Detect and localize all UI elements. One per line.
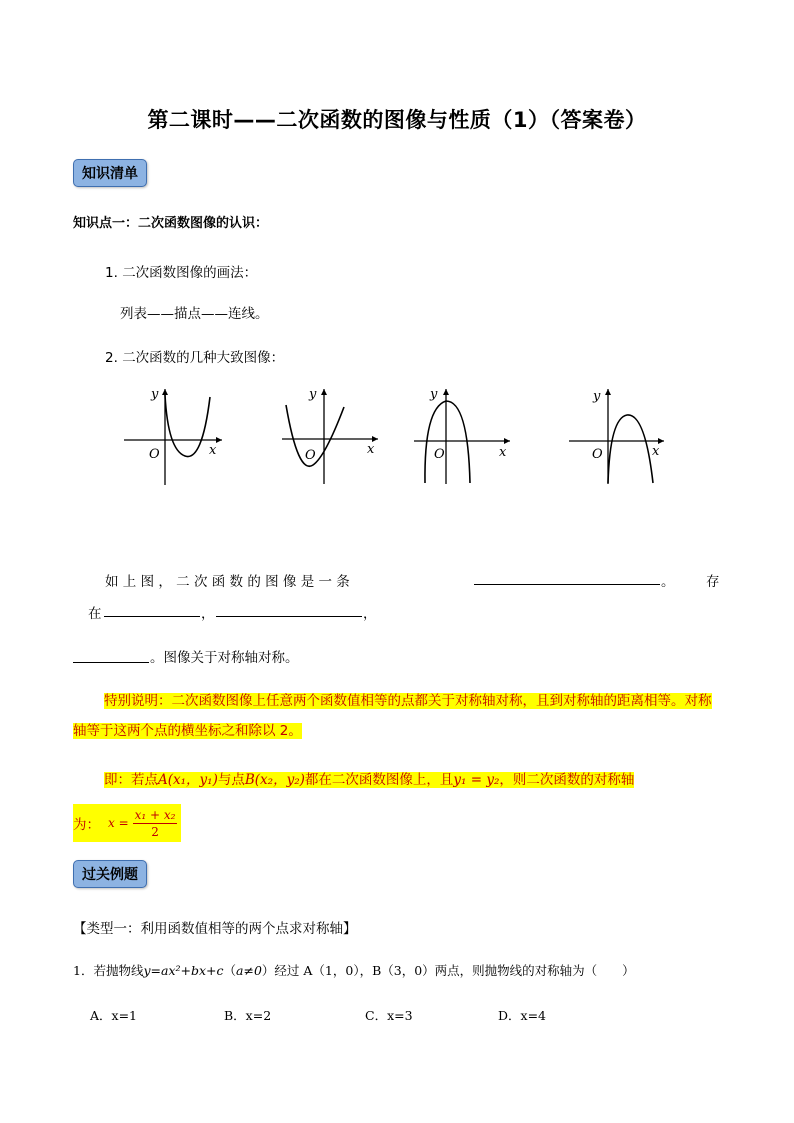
item-2-text: 二次函数的几种大致图像： xyxy=(122,350,285,366)
x-axis-label: x xyxy=(499,445,507,460)
parabola-graph-4 xyxy=(565,383,670,488)
formula-lhs: x = xyxy=(108,816,129,830)
option-b[interactable]: B．x=2 xyxy=(224,1008,272,1023)
fill-line-2-start: 在 xyxy=(88,606,102,622)
item-1-detail: 列表——描点——连线。 xyxy=(120,306,269,322)
fill-line-1-end: 。 xyxy=(661,574,675,590)
answer-blank-1[interactable] xyxy=(474,570,660,585)
fill-line-1-tail: 存 xyxy=(706,574,720,590)
formula-fraction xyxy=(133,809,178,838)
x-axis-label: x xyxy=(367,442,375,457)
fill-line-1-text: 如 上 图 ， 二 次 函 数 的 图 像 是 一 条 xyxy=(105,574,350,590)
x-axis-label: x xyxy=(209,443,217,458)
type-1-heading: 【类型一：利用函数值相等的两个点求对称轴】 xyxy=(73,921,357,937)
item-1-number: 1. xyxy=(105,265,118,281)
formula-numerator: x₁ + x₂ xyxy=(134,807,176,822)
question-1: 1．若抛物线y=ax²+bx+c（a≠0）经过 A（1，0），B（3，0）两点，则抛物线的对称轴为（ ） xyxy=(73,963,635,978)
special-note xyxy=(73,686,723,746)
answer-blank-3[interactable] xyxy=(216,602,362,617)
note-formula-paragraph: 即：若点A(x₁，y₁)与点B(x₂，y₂)都在二次函数图像上，且y₁ = y₂，则二次函数的对称轴 xyxy=(104,772,635,788)
item-1-text: 二次函数图像的画法： xyxy=(122,265,258,281)
parabola-graph-1 xyxy=(118,385,228,490)
parabola-graph-3 xyxy=(410,383,515,488)
y-axis-label: y xyxy=(151,387,159,402)
item-1 xyxy=(105,261,257,281)
page-title: 第二课时——二次函数的图像与性质（1）（答案卷） xyxy=(147,108,647,132)
point-a: A(x₁，y₁) xyxy=(158,772,218,788)
point-b: B(x₂，y₂) xyxy=(244,772,305,788)
option-c[interactable]: C．x=3 xyxy=(365,1008,413,1023)
item-2-number: 2. xyxy=(105,350,118,366)
option-a[interactable]: A．x=1 xyxy=(90,1008,138,1023)
symmetry-axis-formula: 为： x = $\frac{\text{x₁ + x₂}}{2}$ xyxy=(73,804,181,842)
origin-label: O xyxy=(149,447,160,462)
y-axis-label: y xyxy=(593,389,601,404)
parabola-expression: y=ax²+bx+c xyxy=(143,963,224,978)
option-d[interactable]: D．x=4 xyxy=(498,1008,546,1023)
section-badge-knowledge: 知识清单 xyxy=(73,159,147,187)
knowledge-point-heading: 知识点一：二次函数图像的认识： xyxy=(73,216,269,231)
y-axis-label: y xyxy=(309,387,317,402)
origin-label: O xyxy=(434,447,445,462)
origin-label: O xyxy=(305,448,316,463)
fill-comma-2: ， xyxy=(363,606,377,622)
answer-blank-4[interactable] xyxy=(73,648,149,663)
parabola-graph-2 xyxy=(278,383,383,488)
equal-condition: y₁ = y₂ xyxy=(453,772,500,788)
section-badge-examples: 过关例题 xyxy=(73,860,147,888)
fill-line-3-end: 。图像关于对称轴对称。 xyxy=(150,650,299,666)
answer-blank-2[interactable] xyxy=(104,602,200,617)
formula-denominator: 2 xyxy=(151,824,159,839)
special-note-text: 特别说明：二次函数图像上任意两个函数值相等的点都关于对称轴对称，且到对称轴的距离相等。对称轴等于这两个点的横坐标之和除以 2。 xyxy=(73,693,712,739)
origin-label: O xyxy=(592,447,603,462)
item-2 xyxy=(105,346,284,366)
fill-comma-1: ， xyxy=(201,606,215,622)
x-axis-label: x xyxy=(652,444,660,459)
y-axis-label: y xyxy=(430,387,438,402)
